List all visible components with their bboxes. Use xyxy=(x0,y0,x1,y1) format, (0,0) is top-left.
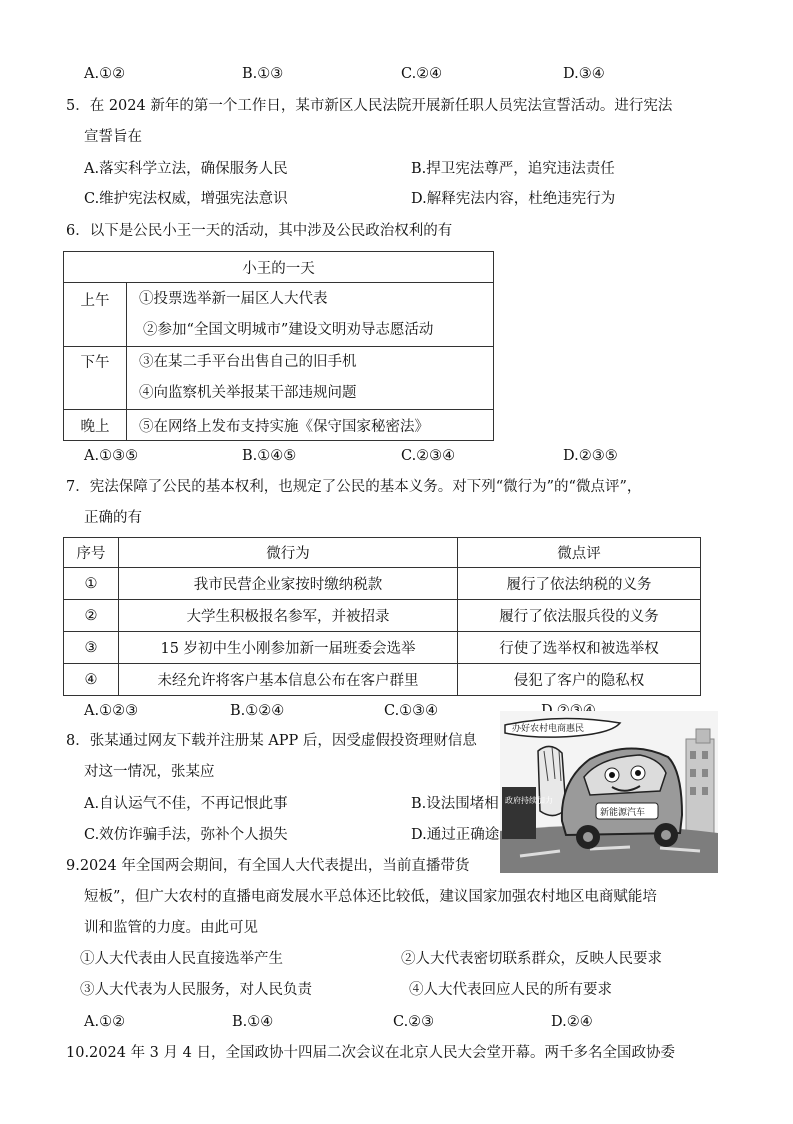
q7-cell-comment: 侵犯了客户的隐私权 xyxy=(458,664,701,696)
q8-option-d: D.通过正确途 xyxy=(411,827,500,843)
q5-option-b: B.捍卫宪法尊严，追究违法责任 xyxy=(411,161,615,177)
q7-cell-behavior: 未经允许将客户基本信息公布在客户群里 xyxy=(119,664,458,696)
q6-item: ②参加“全国文明城市”建设文明劝导志愿活动 xyxy=(143,321,434,338)
q5-stem-line1: 5．在 2024 新年的第一个工作日，某市新区人民法院开展新任职人员宪法宣誓活动。进行宪法 xyxy=(66,98,673,114)
q8-stem-line2: 对这一情况，张某应 xyxy=(84,764,215,780)
q6-row-evening xyxy=(64,410,494,441)
q8-stem-line1: 8．张某通过网友下载并注册某 APP 后，因受虚假投资理财信息 xyxy=(66,733,477,749)
q7-cell-comment: 行使了选举权和被选举权 xyxy=(458,632,701,664)
q10-stem-line1: 10.2024 年 3 月 4 日，全国政协十四届二次会议在北京人民大会堂开幕。两千多名全国政协委 xyxy=(66,1045,675,1061)
q9-stem-line2: 短板”，但广大农村的直播电商发展水平总体还比较低，建议国家加强农村地区电商赋能培 xyxy=(84,889,657,905)
q7-option-a: A.①②③ xyxy=(84,703,139,719)
q6-period: 晚上 xyxy=(64,410,127,441)
q7-header-row xyxy=(64,538,701,568)
q6-period: 上午 xyxy=(64,283,127,347)
q7-stem-line1: 7．宪法保障了公民的基本权利，也规定了公民的基本义务。对下列“微行为”的“微点评”， xyxy=(66,479,642,495)
q6-table xyxy=(63,251,494,441)
q7-header: 微点评 xyxy=(458,538,701,568)
q9-option-d: D.②④ xyxy=(551,1014,593,1030)
q5-option-a: A.落实科学立法，确保服务人民 xyxy=(84,161,288,177)
q9-statement: ③人大代表为人民服务，对人民负责 xyxy=(80,982,312,998)
q8-option-b: B.设法围堵相 xyxy=(411,796,499,812)
q9-statement: ②人大代表密切联系群众，反映人民要求 xyxy=(401,951,662,967)
table-row xyxy=(64,664,701,696)
q4-option-b: B.①③ xyxy=(242,66,284,82)
q8-option-c: C.效仿诈骗手法，弥补个人损失 xyxy=(84,827,288,843)
q6-row-morning xyxy=(64,283,494,347)
q6-item: ⑤在网络上发布支持实施《保守国家秘密法》 xyxy=(127,410,494,441)
q8-option-a: A.自认运气不佳，不再记恨此事 xyxy=(84,796,288,812)
q9-option-c: C.②③ xyxy=(393,1014,435,1030)
q7-header: 微行为 xyxy=(119,538,458,568)
cartoon-banner-text: 办好农村电商惠民 xyxy=(512,724,585,734)
table-row xyxy=(64,600,701,632)
q9-stem-line3: 训和监管的力度。由此可见 xyxy=(84,920,258,936)
cartoon-image xyxy=(500,711,718,873)
q9-option-a: A.①② xyxy=(84,1014,126,1030)
q7-table xyxy=(63,537,701,696)
table-row xyxy=(64,632,701,664)
cartoon-car-label: 新能源汽车 xyxy=(600,808,646,818)
q6-item: ③在某二手平台出售自己的旧手机 xyxy=(139,354,357,370)
q7-cell-index: ② xyxy=(64,600,119,632)
q4-option-c: C.②④ xyxy=(401,66,443,82)
q5-option-d: D.解释宪法内容，杜绝违宪行为 xyxy=(411,191,616,207)
q7-option-b: B.①②④ xyxy=(230,703,285,719)
q7-cell-behavior: 我市民营企业家按时缴纳税款 xyxy=(119,568,458,600)
q6-option-a: A.①③⑤ xyxy=(84,448,139,464)
q6-period: 下午 xyxy=(64,347,127,410)
q7-cell-comment: 履行了依法服兵役的义务 xyxy=(458,600,701,632)
q5-option-c: C.维护宪法权威，增强宪法意识 xyxy=(84,191,288,207)
q6-option-b: B.①④⑤ xyxy=(242,448,297,464)
q7-stem-line2: 正确的有 xyxy=(84,510,142,526)
q7-option-c: C.①③④ xyxy=(384,703,439,719)
table-row xyxy=(64,568,701,600)
cartoon-sign-text: 政府持续加力 xyxy=(505,796,553,805)
q7-cell-index: ③ xyxy=(64,632,119,664)
q7-cell-behavior: 大学生积极报名参军，并被招录 xyxy=(119,600,458,632)
q4-option-d: D.③④ xyxy=(563,66,605,82)
q6-option-c: C.②③④ xyxy=(401,448,456,464)
q7-cell-index: ④ xyxy=(64,664,119,696)
q6-stem: 6．以下是公民小王一天的活动，其中涉及公民政治权利的有 xyxy=(66,223,453,239)
q7-cell-comment: 履行了依法纳税的义务 xyxy=(458,568,701,600)
q9-statement: ①人大代表由人民直接选举产生 xyxy=(80,951,283,967)
q7-cell-behavior: 15 岁初中生小刚参加新一届班委会选举 xyxy=(119,632,458,664)
q6-item: ④向监察机关举报某干部违规问题 xyxy=(139,385,357,401)
q9-statement: ④人大代表回应人民的所有要求 xyxy=(409,982,612,998)
q9-option-b: B.①④ xyxy=(232,1014,274,1030)
q6-row-afternoon xyxy=(64,347,494,410)
q4-option-a: A.①② xyxy=(84,66,126,82)
q6-item: ①投票选举新一届区人大代表 xyxy=(139,290,328,307)
q9-stem-line1: 9.2024 年全国两会期间，有全国人大代表提出，当前直播带货 xyxy=(66,858,470,874)
q6-option-d: D.②③⑤ xyxy=(563,448,618,464)
q7-header: 序号 xyxy=(64,538,119,568)
q7-cell-index: ① xyxy=(64,568,119,600)
q5-stem-line2: 宣誓旨在 xyxy=(84,129,142,145)
q6-table-title: 小王的一天 xyxy=(64,252,494,283)
